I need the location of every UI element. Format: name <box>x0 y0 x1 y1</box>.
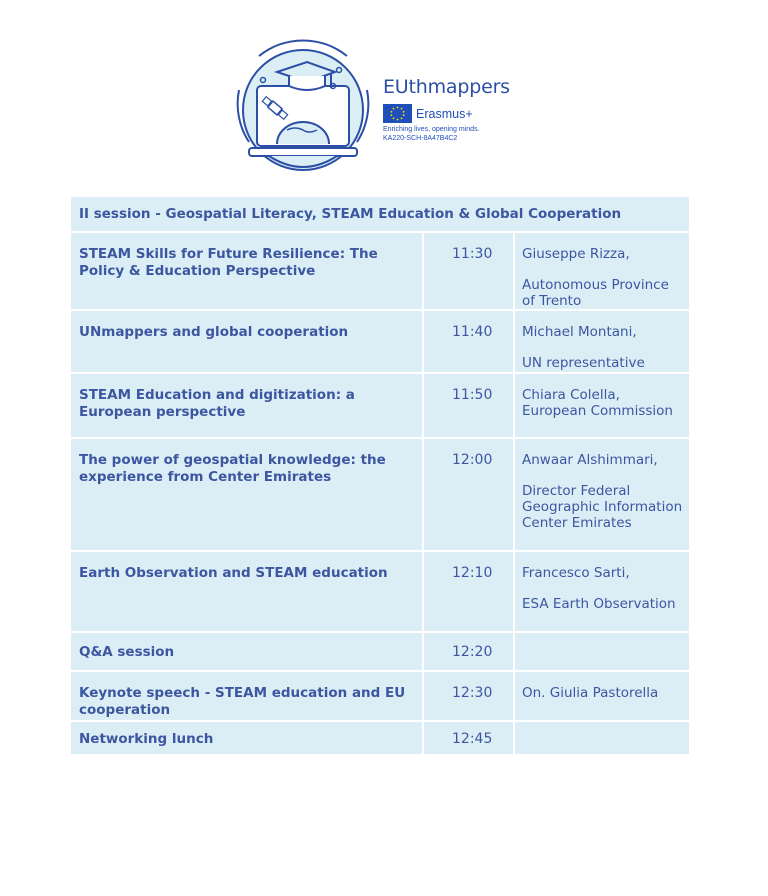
agenda-item-time: 12:00 <box>424 439 515 550</box>
erasmus-program-label: Erasmus+ <box>416 106 473 121</box>
agenda-row <box>71 311 689 374</box>
agenda-row <box>71 633 689 672</box>
agenda-item-time: 11:30 <box>424 233 515 309</box>
speaker-role: European Commission <box>522 403 673 419</box>
agenda-item-speaker <box>515 374 689 437</box>
session-header: II session - Geospatial Literacy, STEAM Education & Global Cooperation <box>71 197 689 233</box>
agenda-item-time: 12:10 <box>424 552 515 631</box>
agenda-item-time: 11:50 <box>424 374 515 437</box>
agenda-item-time: 12:20 <box>424 633 515 670</box>
project-code: KA220-SCH-8A47B4C2 <box>383 135 458 142</box>
agenda-item-title: STEAM Education and digitization: a European perspective <box>71 374 424 437</box>
agenda-row <box>71 672 689 722</box>
agenda-table <box>71 197 689 754</box>
speaker-role: Director Federal Geographic Information Center Emirates <box>522 483 683 531</box>
agenda-item-time: 12:45 <box>424 722 515 754</box>
speaker-name: Giuseppe Rizza, <box>522 246 630 262</box>
agenda-item-speaker <box>515 439 689 550</box>
eu-flag-icon <box>383 104 412 123</box>
agenda-item-title: Earth Observation and STEAM education <box>71 552 424 631</box>
speaker-role: Autonomous Province of Trento <box>522 277 669 309</box>
brand-block <box>383 76 510 142</box>
agenda-item-title: STEAM Skills for Future Resilience: The Policy & Education Perspective <box>71 233 424 309</box>
agenda-item-title: UNmappers and global cooperation <box>71 311 424 372</box>
agenda-item-title: Networking lunch <box>71 722 424 754</box>
speaker-name: Chiara Colella, <box>522 387 620 403</box>
agenda-item-speaker <box>515 552 689 631</box>
speaker-name: On. Giulia Pastorella <box>522 685 659 701</box>
agenda-item-speaker <box>515 311 689 372</box>
speaker-role: ESA Earth Observation <box>522 596 676 612</box>
brand-name: EUthmappers <box>383 76 510 98</box>
agenda-row <box>71 374 689 439</box>
agenda-item-speaker <box>515 672 689 720</box>
agenda-item-time: 12:30 <box>424 672 515 720</box>
speaker-name: Francesco Sarti, <box>522 565 630 581</box>
speaker-role: UN representative <box>522 355 645 371</box>
agenda-row <box>71 233 689 311</box>
agenda-row <box>71 552 689 633</box>
agenda-row <box>71 722 689 754</box>
euthmappers-logo-graphic <box>229 38 377 182</box>
agenda-item-time: 11:40 <box>424 311 515 372</box>
speaker-name: Michael Montani, <box>522 324 637 340</box>
agenda-item-title: Keynote speech - STEAM education and EU cooperation <box>71 672 424 720</box>
agenda-item-title: Q&A session <box>71 633 424 670</box>
agenda-item-speaker <box>515 233 689 309</box>
erasmus-tagline: Enriching lives, opening minds. <box>383 126 480 133</box>
speaker-name: Anwaar Alshimmari, <box>522 452 658 468</box>
agenda-item-title: The power of geospatial knowledge: the experience from Center Emirates <box>71 439 424 550</box>
agenda-item-speaker <box>515 722 689 754</box>
agenda-row <box>71 439 689 552</box>
erasmus-row <box>383 104 510 123</box>
agenda-item-speaker <box>515 633 689 670</box>
